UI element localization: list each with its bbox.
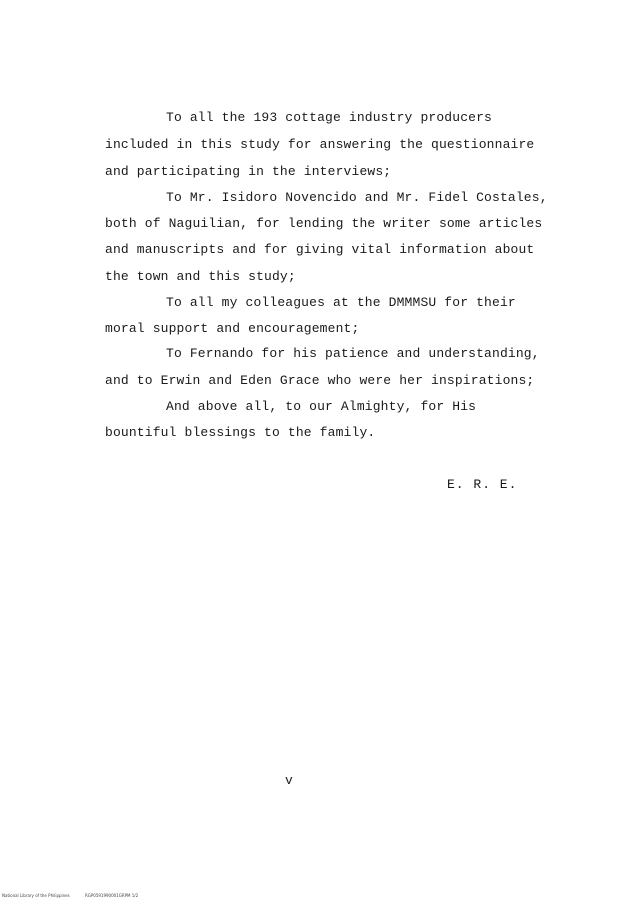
paragraph-line: both of Naguilian, for lending the writer some articles bbox=[105, 216, 543, 231]
paragraph-line: moral support and encouragement; bbox=[105, 321, 360, 336]
paragraph-line: To Mr. Isidoro Novencido and Mr. Fidel Costales, bbox=[166, 190, 548, 205]
paragraph-line: And above all, to our Almighty, for His bbox=[166, 399, 477, 414]
paragraph-line: included in this study for answering the questionnaire bbox=[105, 137, 535, 152]
paragraph-line: To all the 193 cottage industry producers bbox=[166, 110, 493, 125]
paragraph-line: To all my colleagues at the DMMMSU for their bbox=[166, 295, 516, 310]
author-initials: E. R. E. bbox=[447, 477, 518, 492]
paragraph-line: bountiful blessings to the family. bbox=[105, 425, 376, 440]
page-number: v bbox=[285, 773, 293, 788]
footer-library: National Library of the Philippines bbox=[2, 893, 70, 898]
paragraph-line: and to Erwin and Eden Grace who were her inspirations; bbox=[105, 373, 535, 388]
paragraph-line: and manuscripts and for giving vital information about bbox=[105, 242, 535, 257]
footer-watermark bbox=[2, 893, 152, 898]
paragraph-line: the town and this study; bbox=[105, 269, 296, 284]
paragraph-line: and participating in the interviews; bbox=[105, 164, 392, 179]
footer-code: RGP0591990001GRPM 1/2 bbox=[85, 893, 139, 898]
paragraph-line: To Fernando for his patience and understanding, bbox=[166, 346, 540, 361]
